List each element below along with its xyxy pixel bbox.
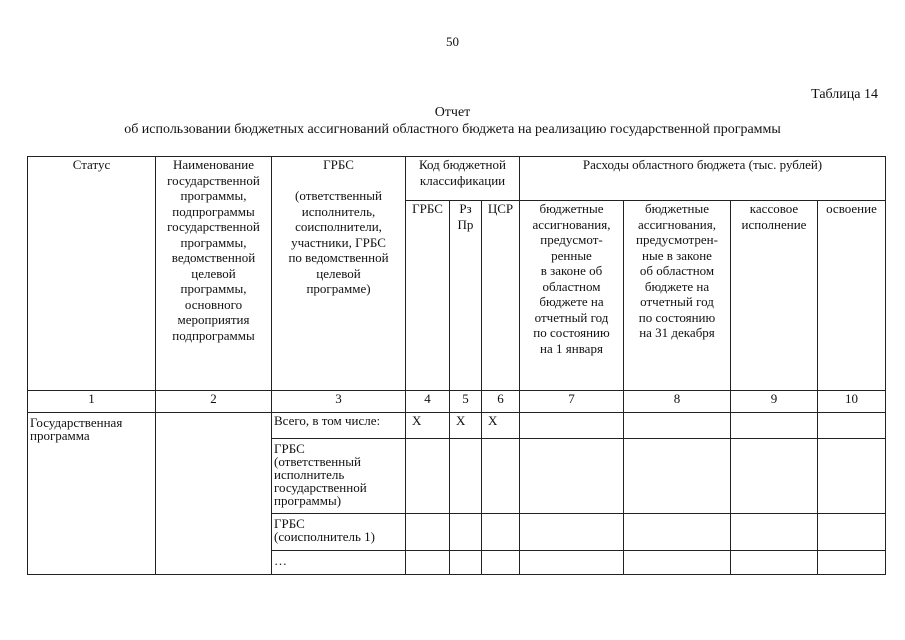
header-sub-development: освоение <box>818 201 886 391</box>
table-cell <box>731 439 818 514</box>
row-ellipsis-label: … <box>272 551 406 575</box>
table-cell <box>482 551 520 575</box>
column-number: 4 <box>406 391 450 413</box>
table-cell <box>731 413 818 439</box>
report-title-line-1: Отчет <box>434 105 471 120</box>
page-number: 50 <box>446 34 459 49</box>
table-cell <box>406 514 450 551</box>
report-title-line-2: об использовании бюджетных ассигнований областного бюджета на реализацию государственной программы <box>124 122 781 137</box>
table-cell <box>450 439 482 514</box>
table-cell <box>818 413 886 439</box>
header-sub-csr: ЦСР <box>482 201 520 391</box>
column-number-row <box>28 391 886 413</box>
header-status: Статус <box>28 157 156 391</box>
table-cell <box>624 413 731 439</box>
report-table <box>27 156 886 575</box>
header-budget-code: Код бюджетной классификации <box>406 157 520 201</box>
table-cell <box>818 551 886 575</box>
row-status-cell: Государственная программа <box>28 413 156 575</box>
header-sub-rzpr: Рз Пр <box>450 201 482 391</box>
row-grbs-responsible-label: ГРБС (ответственный исполнитель государственной программы) <box>272 439 406 514</box>
header-sub-grbs: ГРБС <box>406 201 450 391</box>
table-cell <box>624 439 731 514</box>
table-cell <box>520 413 624 439</box>
header-expenses: Расходы областного бюджета (тыс. рублей) <box>520 157 886 201</box>
column-number: 3 <box>272 391 406 413</box>
table-cell <box>520 439 624 514</box>
column-number: 6 <box>482 391 520 413</box>
header-grbs: ГРБС (ответственный исполнитель, соисполнители, участники, ГРБС по ведомственной целевой программе) <box>272 157 406 391</box>
table-cell <box>818 514 886 551</box>
table-cell <box>624 551 731 575</box>
table-label: Таблица 14 <box>811 87 878 102</box>
column-number: 2 <box>156 391 272 413</box>
table-cell <box>520 514 624 551</box>
row-total-mark-grbs: X <box>406 413 450 439</box>
header-program-name: Наименование государственной программы, подпрограммы государственной программы, ведомственной целевой программы, основного мероприятия подпрограммы <box>156 157 272 391</box>
column-number: 1 <box>28 391 156 413</box>
row-total-label: Всего, в том числе: <box>272 413 406 439</box>
table-cell <box>818 439 886 514</box>
table-cell <box>731 514 818 551</box>
header-sub-appropriations-dec: бюджетные ассигнования, предусмотрен- ные в законе об областном бюджете на отчетный год по состоянию на 31 декабря <box>624 201 731 391</box>
row-total-mark-csr: X <box>482 413 520 439</box>
table-cell <box>482 439 520 514</box>
header-sub-cash: кассовое исполнение <box>731 201 818 391</box>
row-total-mark-rzpr: X <box>450 413 482 439</box>
table-cell <box>520 551 624 575</box>
row-grbs-coexecutor-label: ГРБС (соисполнитель 1) <box>272 514 406 551</box>
table-cell <box>731 551 818 575</box>
table-cell <box>624 514 731 551</box>
table-cell <box>406 439 450 514</box>
column-number: 5 <box>450 391 482 413</box>
table-cell <box>406 551 450 575</box>
header-sub-appropriations-jan: бюджетные ассигнования, предусмот- ренные в законе об областном бюджете на отчетный год по состоянию на 1 января <box>520 201 624 391</box>
column-number: 7 <box>520 391 624 413</box>
report-title <box>0 104 905 138</box>
table-cell <box>450 514 482 551</box>
column-number: 8 <box>624 391 731 413</box>
row-program-name-cell <box>156 413 272 575</box>
table-cell <box>450 551 482 575</box>
column-number: 10 <box>818 391 886 413</box>
column-number: 9 <box>731 391 818 413</box>
table-cell <box>482 514 520 551</box>
header-row-main <box>28 157 886 201</box>
table-row-total <box>28 413 886 439</box>
